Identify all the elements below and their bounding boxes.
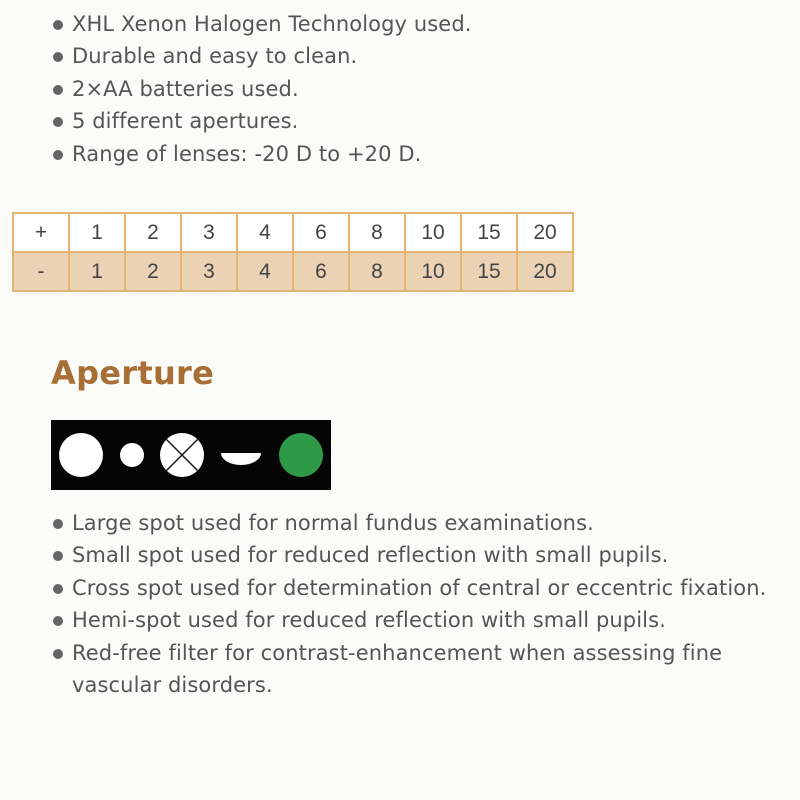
lens-value-cell: 10 <box>405 213 461 252</box>
cross-spot-icon <box>160 433 204 477</box>
lens-value-cell: 4 <box>237 213 293 252</box>
aperture-icon-strip <box>51 420 331 490</box>
lens-value-cell: 8 <box>349 252 405 291</box>
red-free-filter-icon <box>279 433 323 477</box>
lens-range-table <box>12 212 574 292</box>
lens-value-cell: 15 <box>461 213 517 252</box>
aperture-item-cross-spot: Cross spot used for determination of central or eccentric fixation. <box>50 572 795 604</box>
lens-value-cell: 15 <box>461 252 517 291</box>
aperture-item-hemi-spot: Hemi-spot used for reduced reflection with small pupils. <box>50 604 795 636</box>
plus-lens-row <box>13 213 573 252</box>
lens-value-cell: 6 <box>293 252 349 291</box>
aperture-heading: Aperture <box>51 354 215 392</box>
lens-value-cell: 6 <box>293 213 349 252</box>
large-spot-icon <box>59 433 103 477</box>
lens-value-cell: 20 <box>517 213 573 252</box>
feature-item: 2×AA batteries used. <box>50 73 472 105</box>
lens-value-cell: 20 <box>517 252 573 291</box>
aperture-item-small-spot: Small spot used for reduced reflection with small pupils. <box>50 539 795 571</box>
minus-sign-cell: - <box>13 252 69 291</box>
lens-value-cell: 8 <box>349 213 405 252</box>
feature-item: 5 different apertures. <box>50 105 472 137</box>
plus-sign-cell: + <box>13 213 69 252</box>
lens-value-cell: 2 <box>125 213 181 252</box>
feature-item: Durable and easy to clean. <box>50 40 472 72</box>
lens-value-cell: 1 <box>69 252 125 291</box>
aperture-description-list <box>50 507 795 701</box>
feature-item: Range of lenses: -20 D to +20 D. <box>50 138 472 170</box>
feature-item: XHL Xenon Halogen Technology used. <box>50 8 472 40</box>
small-spot-icon <box>120 443 144 467</box>
lens-value-cell: 10 <box>405 252 461 291</box>
feature-list <box>50 8 472 170</box>
lens-value-cell: 1 <box>69 213 125 252</box>
lens-value-cell: 2 <box>125 252 181 291</box>
aperture-item-red-free: Red-free filter for contrast-enhancement when assessing fine vascular disorders. <box>50 637 795 702</box>
lens-value-cell: 3 <box>181 213 237 252</box>
minus-lens-row <box>13 252 573 291</box>
aperture-item-large-spot: Large spot used for normal fundus examinations. <box>50 507 795 539</box>
lens-value-cell: 4 <box>237 252 293 291</box>
hemi-spot-icon <box>221 453 261 465</box>
lens-value-cell: 3 <box>181 252 237 291</box>
